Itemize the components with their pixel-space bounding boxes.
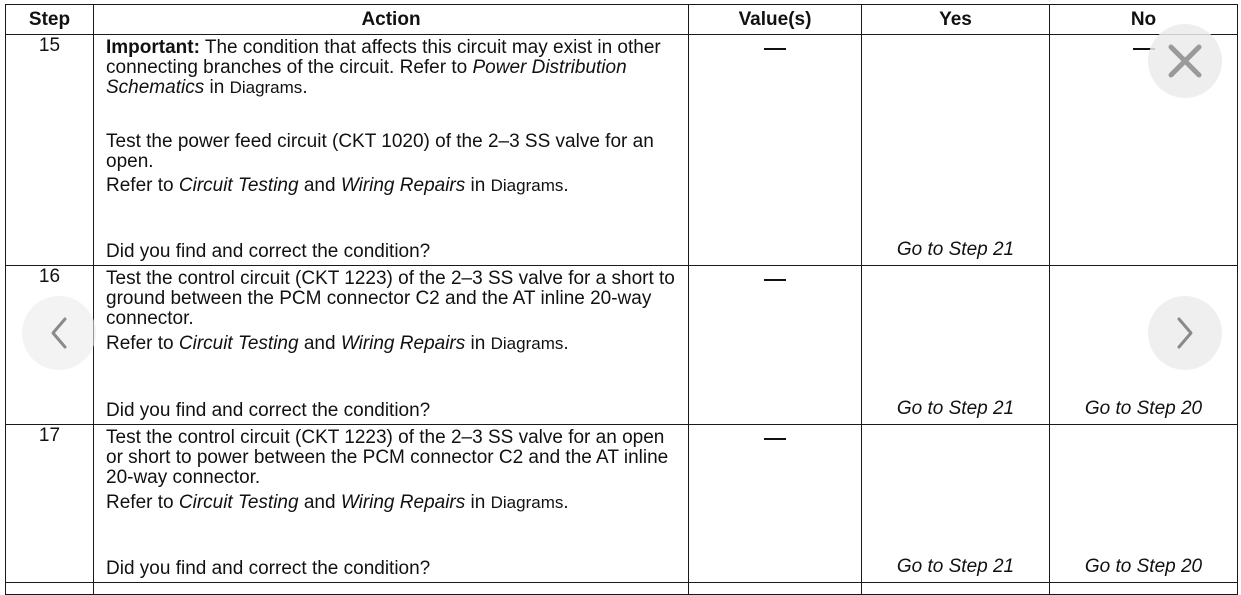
header-step: Step <box>6 5 94 35</box>
table-row <box>6 266 1238 425</box>
question-text: Did you find and correct the condition? <box>106 241 431 262</box>
question-text: Did you find and correct the condition? <box>106 558 431 579</box>
test-instruction: Test the control circuit (CKT 1223) of the 2–3 SS valve for an open or short to power between the PCM connector C2 and the AT inline 20-way connector. <box>106 427 669 488</box>
question-text: Did you find and correct the condition? <box>106 400 431 421</box>
step-number <box>6 583 94 595</box>
action-cell <box>94 266 689 425</box>
yes-goto: Go to Step 21 <box>896 398 1015 419</box>
no-goto: Go to Step 20 <box>1084 556 1203 577</box>
value-dash <box>764 48 786 50</box>
yes-cell <box>862 583 1050 595</box>
important-note: Important: The condition that affects this circuit may exist in other connecting branches of the circuit. Refer to Power Distribution Schematics in Diagrams. <box>106 37 661 98</box>
no-goto: Go to Step 20 <box>1084 398 1203 419</box>
yes-cell <box>862 266 1050 425</box>
refer-text: Refer to Circuit Testing and Wiring Repairs in Diagrams. <box>106 333 569 354</box>
step-number: 16 <box>6 266 94 425</box>
table-row <box>6 35 1238 266</box>
action-cell <box>94 35 689 266</box>
value-dash <box>764 438 786 440</box>
test-instruction: Test the power feed circuit (CKT 1020) of the 2–3 SS valve for an open. <box>106 131 654 172</box>
value-cell <box>689 425 862 583</box>
header-value: Value(s) <box>689 5 862 35</box>
previous-button[interactable] <box>22 296 96 370</box>
yes-goto: Go to Step 21 <box>896 239 1015 260</box>
table-header-row <box>6 5 1238 35</box>
table-row <box>6 425 1238 583</box>
diagnostic-table <box>5 4 1238 595</box>
close-icon <box>1165 41 1205 81</box>
yes-goto: Go to Step 21 <box>896 556 1015 577</box>
chevron-left-icon <box>47 315 71 351</box>
table-row <box>6 583 1238 595</box>
header-yes: Yes <box>862 5 1050 35</box>
step-number: 15 <box>6 35 94 266</box>
value-cell <box>689 35 862 266</box>
yes-cell <box>862 35 1050 266</box>
yes-cell <box>862 425 1050 583</box>
value-dash <box>764 279 786 281</box>
value-cell <box>689 583 862 595</box>
close-button[interactable] <box>1148 24 1222 98</box>
step-number: 17 <box>6 425 94 583</box>
action-cell <box>94 583 689 595</box>
important-label: Important: <box>106 37 200 58</box>
refer-text: Refer to Circuit Testing and Wiring Repairs in Diagrams. <box>106 175 569 196</box>
action-cell <box>94 425 689 583</box>
value-cell <box>689 266 862 425</box>
no-cell <box>1050 583 1238 595</box>
next-button[interactable] <box>1148 296 1222 370</box>
test-instruction: Test the control circuit (CKT 1223) of the 2–3 SS valve for a short to ground between the PCM connector C2 and the AT inline 20-way connector. <box>106 268 675 329</box>
header-no: No <box>1050 5 1238 35</box>
reference-title: Power Distribution Schematics <box>106 57 627 98</box>
header-action: Action <box>94 5 689 35</box>
chevron-right-icon <box>1173 315 1197 351</box>
no-cell <box>1050 425 1238 583</box>
refer-text: Refer to Circuit Testing and Wiring Repairs in Diagrams. <box>106 492 569 513</box>
